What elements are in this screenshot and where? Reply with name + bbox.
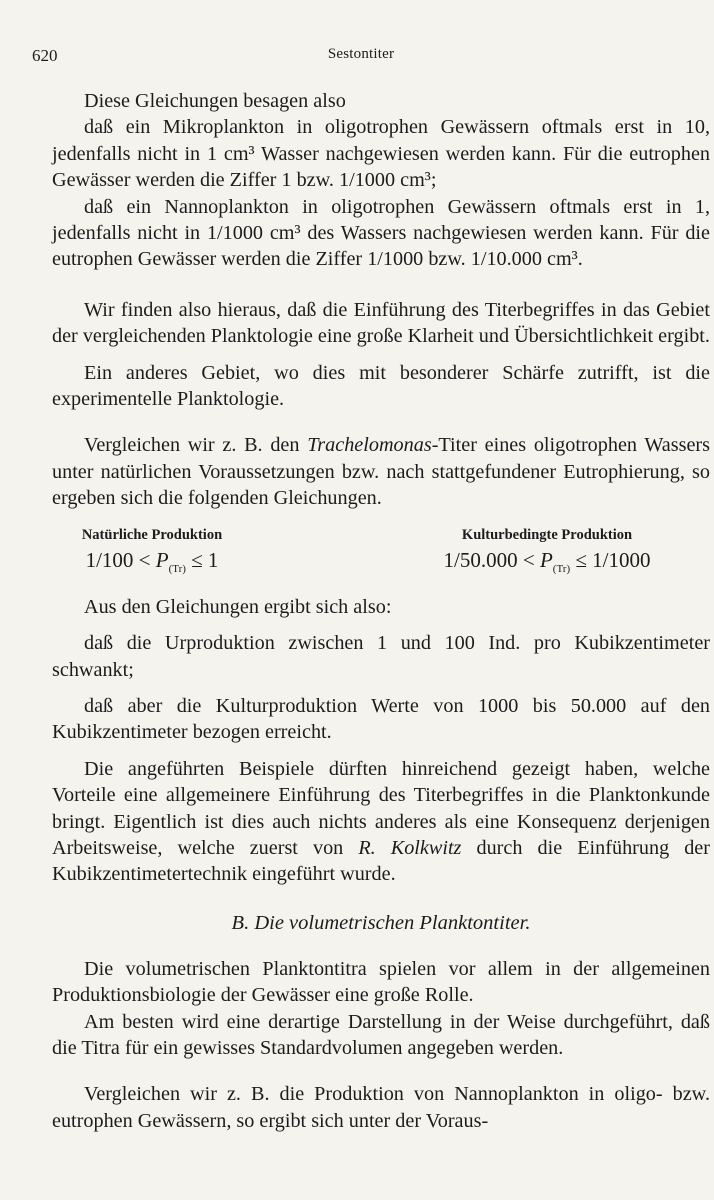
- equation-variable: P: [539, 547, 553, 572]
- paragraph: daß ein Nannoplankton in oligotrophen Gewässern oftmals erst in 1, jedenfalls nicht in 1/1000 cm³ des Wassers nachgewiesen werden kann. Für die eutrophen Gewässer werden die Ziffer 1/1000 bzw. 1/10.000 cm³.: [52, 195, 710, 271]
- paragraph: Die volumetrischen Planktontitra spielen vor allem in der allgemeinen Produktionsbiologie der Gewässer eine große Rolle.: [52, 957, 710, 1007]
- paragraph-text: Vergleichen wir z. B. den: [84, 434, 308, 457]
- equation-subscript: (Tr): [552, 562, 571, 575]
- equation-subscript: (Tr): [168, 562, 186, 575]
- paragraph: Ein anderes Gebiet, wo dies mit besonderer Schärfe zutrifft, ist die experimentelle Planktologie.: [52, 361, 710, 411]
- paragraph-text: Die angeführten Beispiele dürften hinreichend gezeigt haben, welche Vorteile eine allgemeinere Einführung des Titerbegriffes in die Planktonkunde bringt. Eigentlich ist dies auch nichts anderes als eine Konsequenz derjenigen Arbeitsweise, welche zuerst von: [52, 757, 710, 859]
- body-text: [52, 88, 710, 1134]
- paragraph-text: -Titer eines oligotrophen Wassers unter natürlichen Voraussetzungen bzw. nach stattgefundener Eutrophierung, so ergeben sich die folgenden Gleichungen.: [52, 434, 710, 510]
- equation-variable: P: [155, 547, 169, 572]
- paragraph: Aus den Gleichungen ergibt sich also:: [84, 595, 392, 618]
- paragraph: Diese Gleichungen besagen also: [84, 90, 346, 112]
- running-head: [32, 42, 690, 68]
- section-title: B. Die volumetrischen Planktontiter.: [231, 911, 531, 934]
- paragraph: [52, 432, 710, 511]
- equation-line: [52, 546, 252, 583]
- page-number: 620: [32, 46, 58, 65]
- equation-line: [412, 546, 682, 583]
- equation-natural: [52, 526, 252, 583]
- equation-cultural: [412, 526, 682, 583]
- paragraph: Am besten wird eine derartige Darstellung in der Weise durchgeführt, daß die Titra für ein gewisses Standardvolumen angegeben werden.: [52, 1010, 710, 1059]
- equation-part: ≤ 1/1000: [570, 547, 651, 572]
- equation-part: 1/50.000 <: [443, 547, 540, 572]
- equation-block: [52, 526, 710, 584]
- running-title: Sestontiter: [327, 46, 395, 62]
- equation-heading: Natürliche Produktion: [81, 526, 223, 543]
- paragraph-text: durch die Einführung der Kubikzentimetertechnik eingeführt wurde.: [52, 836, 710, 886]
- author-name: R. Kolkwitz: [358, 836, 462, 859]
- equation-part: ≤ 1: [185, 547, 219, 572]
- paragraph: daß aber die Kulturproduktion Werte von 1000 bis 50.000 auf den Kubikzentimeter bezogen erreicht.: [52, 694, 710, 744]
- equation-heading: Kulturbedingte Produktion: [461, 526, 633, 543]
- paragraph: daß die Urproduktion zwischen 1 und 100 Ind. pro Kubikzentimeter schwankt;: [52, 632, 710, 681]
- paragraph: [52, 756, 710, 888]
- paragraph: daß ein Mikroplankton in oligotrophen Gewässern oftmals erst in 10, jedenfalls nicht in 1 cm³ Wasser nachgewiesen werden kann. Für die eutrophen Gewässer werden die Ziffer 1 bzw. 1/1000 cm³;: [52, 116, 710, 192]
- genus-name: Trachelomonas: [307, 434, 432, 457]
- paragraph: Wir finden also hieraus, daß die Einführung des Titerbegriffes in das Gebiet der vergleichenden Planktologie eine große Klarheit und Übersichtlichkeit ergibt.: [52, 298, 710, 348]
- equation-part: 1/100 <: [85, 547, 156, 572]
- paragraph: Vergleichen wir z. B. die Produktion von Nannoplankton in oligo- bzw. eutrophen Gewässern, so ergibt sich unter der Voraus-: [52, 1083, 710, 1132]
